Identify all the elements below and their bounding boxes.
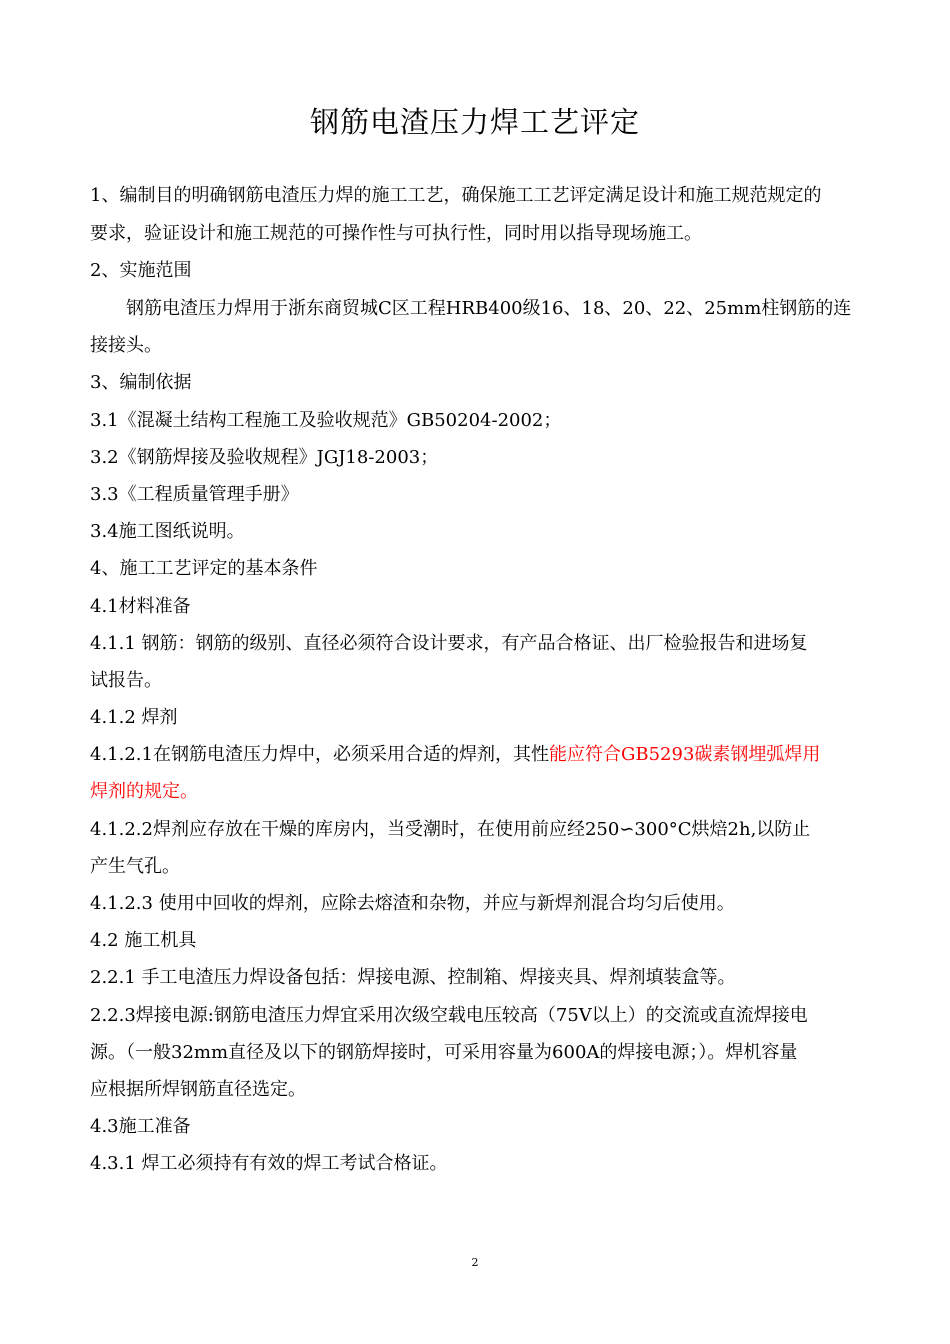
reference-item: 3.4施工图纸说明。 [90, 521, 245, 542]
paragraph-line [90, 743, 820, 767]
paragraph-line: 应根据所焊钢筋直径选定。 [90, 1079, 306, 1100]
paragraph-line: 2.2.3焊接电源:钢筋电渣压力焊宜采用次级空载电压较高（75V以上）的交流或直流焊接电 [90, 1005, 808, 1026]
paragraph-line: 1、编制目的明确钢筋电渣压力焊的施工工艺，确保施工工艺评定满足设计和施工规范规定的 [90, 185, 822, 206]
reference-item: 3.3《工程质量管理手册》 [90, 484, 299, 505]
paragraph-line: 2.2.1 手工电渣压力焊设备包括：焊接电源、控制箱、焊接夹具、焊剂填装盒等。 [90, 967, 736, 988]
paragraph-line: 4.1.1 钢筋：钢筋的级别、直径必须符合设计要求，有产品合格证、出厂检验报告和进场复 [90, 633, 808, 654]
highlighted-text: 能应符合GB5293碳素钢埋弧焊用 [548, 744, 821, 765]
reference-item: 3.2《钢筋焊接及验收规程》JGJ18-2003； [90, 447, 439, 468]
subsection-heading: 4.1材料准备 [90, 596, 191, 617]
subsection-heading: 4.1.2 焊剂 [90, 707, 178, 728]
paragraph-line: 源。（一般32mm直径及以下的钢筋焊接时，可采用容量为600A的焊接电源；）。焊机容量 [90, 1042, 798, 1063]
paragraph-line: 要求，验证设计和施工规范的可操作性与可执行性，同时用以指导现场施工。 [90, 223, 702, 244]
paragraph-line: 产生气孔。 [90, 856, 180, 877]
paragraph-line: 4.1.2.2焊剂应存放在干燥的库房内，当受潮时，在使用前应经250∽300°C烘焙2h,以防止 [90, 819, 811, 840]
paragraph-line: 钢筋电渣压力焊用于浙东商贸城C区工程HRB400级16、18、20、22、25mm柱钢筋的连 [126, 298, 852, 319]
paragraph-line: 接接头。 [90, 335, 162, 356]
paragraph-text: 4.1.2.1在钢筋电渣压力焊中，必须采用合适的焊剂，其性 [90, 744, 549, 765]
section-heading: 2、实施范围 [90, 260, 192, 281]
page-number: 2 [471, 1256, 479, 1269]
paragraph-line: 4.3.1 焊工必须持有有效的焊工考试合格证。 [90, 1153, 448, 1174]
document-title: 钢筋电渣压力焊工艺评定 [309, 105, 640, 139]
section-heading: 4、施工工艺评定的基本条件 [90, 558, 318, 579]
subsection-heading: 4.2 施工机具 [90, 930, 197, 951]
section-heading: 3、编制依据 [90, 372, 192, 393]
subsection-heading: 4.3施工准备 [90, 1116, 191, 1137]
highlighted-text: 焊剂的规定。 [90, 781, 198, 802]
paragraph-line: 4.1.2.3 使用中回收的焊剂，应除去熔渣和杂物，并应与新焊剂混合均匀后使用。 [90, 893, 735, 914]
reference-item: 3.1《混凝土结构工程施工及验收规范》GB50204-2002； [90, 410, 562, 431]
paragraph-line: 试报告。 [90, 670, 162, 691]
